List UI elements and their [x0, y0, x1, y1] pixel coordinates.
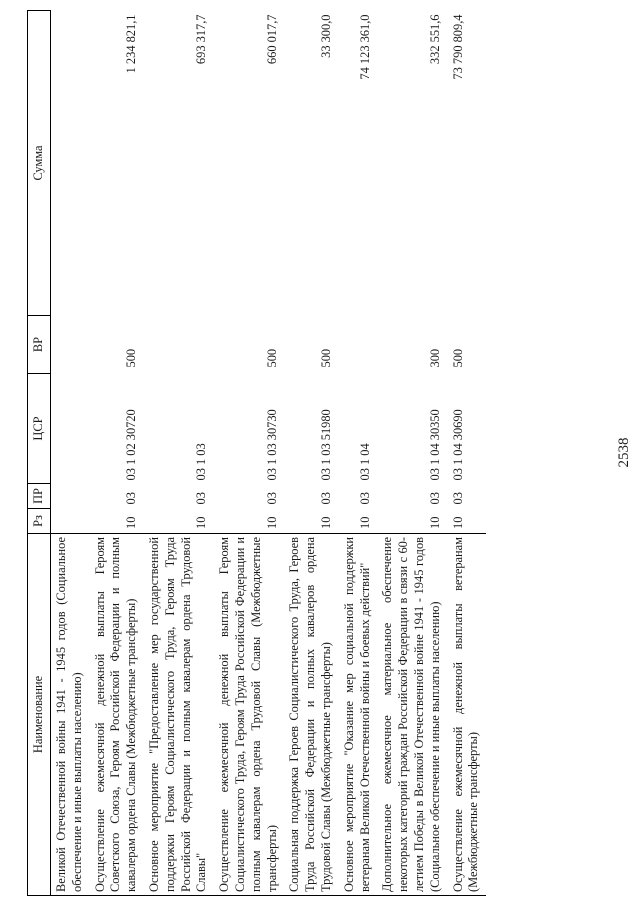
row-rz: 10: [194, 516, 209, 529]
row-sum: 693 317,7: [194, 14, 209, 65]
header-csr: ЦСР: [28, 374, 51, 484]
row-sum: 332 551,6: [427, 14, 442, 65]
header-sum: Сумма: [28, 11, 51, 316]
row-pr: 03: [318, 492, 333, 505]
row-vr: [339, 316, 378, 374]
row-csr: 03 1 04 30690: [450, 409, 465, 481]
header-pr: ПР: [28, 484, 51, 509]
row-rz: 10: [357, 516, 372, 529]
row-csr: 03 1 03 30730: [264, 409, 279, 481]
row-name: Дополнительное ежемесячное материальное обеспечение некоторых категорий граждан Российской Федерации в связи с 60-летием Победы в Великой Отечественной войне 1941 - 1945 годов (Социальное обеспечение и иные выплаты населению): [377, 534, 447, 896]
row-rz: 10: [427, 516, 442, 529]
row-rz: 10: [450, 516, 465, 529]
row-sum: 1 234 821,1: [124, 14, 139, 74]
table-row: [214, 11, 284, 896]
row-name: Социальная поддержка Героев Социалистического Труда, Героев Труда Российской Федерации и полных кавалеров ордена Трудовой Славы (Межбюджетные трансферты): [284, 534, 338, 896]
table-row: [90, 11, 144, 896]
row-pr: 03: [450, 492, 465, 505]
row-vr: 500: [124, 348, 139, 368]
row-pr: 03: [427, 492, 442, 505]
row-sum: 33 300,0: [318, 14, 333, 58]
row-vr: 500: [450, 348, 465, 368]
row-vr: 300: [427, 348, 442, 368]
row-rz: [51, 509, 90, 534]
row-name: Основное мероприятие "Оказание мер социальной поддержки ветеранам Великой Отечественной войны и боевых действий": [339, 534, 378, 896]
page-number: 2538: [616, 437, 632, 468]
row-name: Осуществление ежемесячной денежной выплаты ветеранам (Межбюджетные трансферты): [448, 534, 487, 896]
row-csr: 03 1 04: [357, 443, 372, 481]
row-sum: 73 790 809,4: [450, 14, 465, 80]
row-rz: 10: [264, 516, 279, 529]
row-pr: 03: [357, 492, 372, 505]
row-name: Осуществление ежемесячной денежной выплаты Героям Советского Союза, Героям Российской Федерации и полным кавалерам ордена Славы (Межбюджетные трансферты): [90, 534, 144, 896]
table-row: [448, 11, 487, 896]
row-pr: [51, 484, 90, 509]
table-row: [339, 11, 378, 896]
row-csr: [51, 374, 90, 484]
row-csr: 03 1 03: [194, 443, 209, 481]
row-vr: 500: [318, 348, 333, 368]
header-name: Наименование: [28, 534, 51, 896]
header-rz: Рз: [28, 509, 51, 534]
table-row: [284, 11, 338, 896]
header-vr: ВР: [28, 316, 51, 374]
row-sum: [51, 11, 90, 316]
row-csr: 03 1 02 30720: [124, 409, 139, 481]
row-name: Осуществление ежемесячной денежной выплаты Героям Социалистического Труда, Героям Труда Российской Федерации и полным кавалерам ордена Трудовой Славы (Межбюджетные трансферты): [214, 534, 284, 896]
row-pr: 03: [194, 492, 209, 505]
row-csr: 03 1 04 30350: [427, 409, 442, 481]
row-pr: 03: [124, 492, 139, 505]
row-pr: 03: [264, 492, 279, 505]
row-vr: [51, 316, 90, 374]
row-name: Основное мероприятие "Предоставление мер государственной поддержки Героям Социалистического Труда, Героям Труда Российской Федерации и полным кавалерам ордена Трудовой Славы": [144, 534, 214, 896]
row-sum: 74 123 361,0: [357, 14, 372, 80]
budget-table: [27, 10, 486, 896]
table-header-row: [28, 11, 51, 896]
table-row: [51, 11, 90, 896]
row-rz: 10: [124, 516, 139, 529]
row-name: Великой Отечественной войны 1941 - 1945 годов (Социальное обеспечение и иные выплаты населению): [51, 534, 90, 896]
table-row: [144, 11, 214, 896]
table-row: [377, 11, 447, 896]
row-rz: 10: [318, 516, 333, 529]
row-sum: 660 017,7: [264, 14, 279, 65]
row-vr: 500: [264, 348, 279, 368]
row-csr: 03 1 03 51980: [318, 409, 333, 481]
row-vr: [144, 316, 214, 374]
